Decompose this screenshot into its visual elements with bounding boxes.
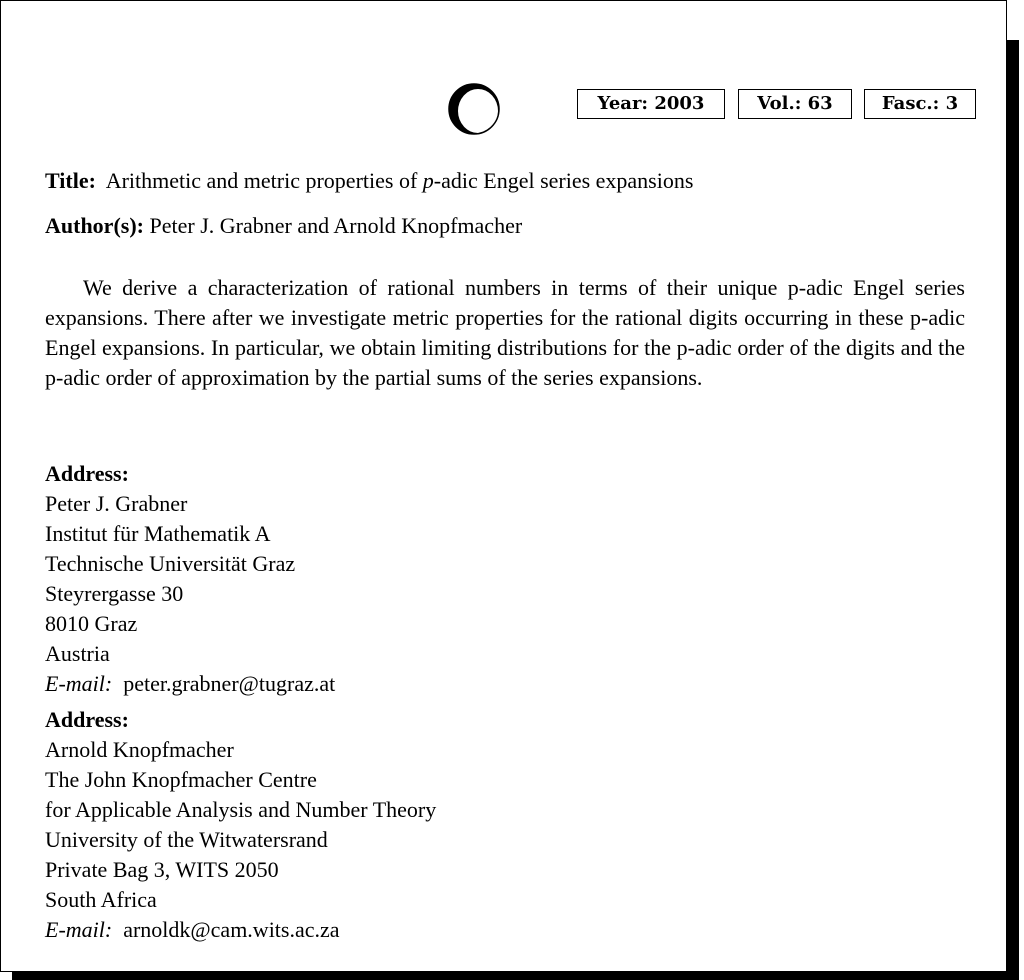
address-block-2 xyxy=(45,705,436,945)
address-label: Address: xyxy=(45,461,129,486)
authors-text: Peter J. Grabner and Arnold Knopfmacher xyxy=(149,213,523,238)
address-block-1 xyxy=(45,459,335,699)
address-line: Peter J. Grabner xyxy=(45,491,188,516)
authors-line xyxy=(45,213,522,239)
fascicle-badge: Fasc.: 3 xyxy=(864,89,976,119)
title-text-p: p xyxy=(422,168,434,193)
address-line: Austria xyxy=(45,641,110,666)
address-line: The John Knopfmacher Centre xyxy=(45,767,317,792)
address-line: Private Bag 3, WITS 2050 xyxy=(45,857,279,882)
year-badge: Year: 2003 xyxy=(577,89,725,119)
title-line xyxy=(45,168,693,194)
address-label: Address: xyxy=(45,707,129,732)
address-line: University of the Witwatersrand xyxy=(45,827,328,852)
address-line: Steyrergasse 30 xyxy=(45,581,184,606)
email-label: E-mail: xyxy=(45,671,113,696)
email-link[interactable]: arnoldk@cam.wits.ac.za xyxy=(123,917,340,942)
address-line: Technische Universität Graz xyxy=(45,551,296,576)
journal-logo-icon xyxy=(448,83,500,135)
page-shadow xyxy=(12,972,1019,980)
abstract: We derive a characterization of rational numbers in terms of their unique p-adic Engel series expansions. There after we investigate metric properties for the rational digits occurring in these p-adic Engel expansions. In particular, we obtain limiting distributions for the p-adic order of the digits and the p-adic order of approximation by the partial sums of the series expansions. xyxy=(45,275,965,390)
title-text: Arithmetic and metric properties of xyxy=(105,168,423,193)
email-label: E-mail: xyxy=(45,917,113,942)
email-link[interactable]: peter.grabner@tugraz.at xyxy=(123,671,336,696)
address-line: South Africa xyxy=(45,887,157,912)
address-line: 8010 Graz xyxy=(45,611,138,636)
authors-label: Author(s): xyxy=(45,213,144,238)
title-label: Title: xyxy=(45,168,96,193)
volume-badge: Vol.: 63 xyxy=(738,89,852,119)
address-line: for Applicable Analysis and Number Theory xyxy=(45,797,437,822)
address-line: Institut für Mathematik A xyxy=(45,521,271,546)
page-shadow xyxy=(1007,40,1019,980)
address-line: Arnold Knopfmacher xyxy=(45,737,234,762)
title-text-end: -adic Engel series expansions xyxy=(433,168,694,193)
